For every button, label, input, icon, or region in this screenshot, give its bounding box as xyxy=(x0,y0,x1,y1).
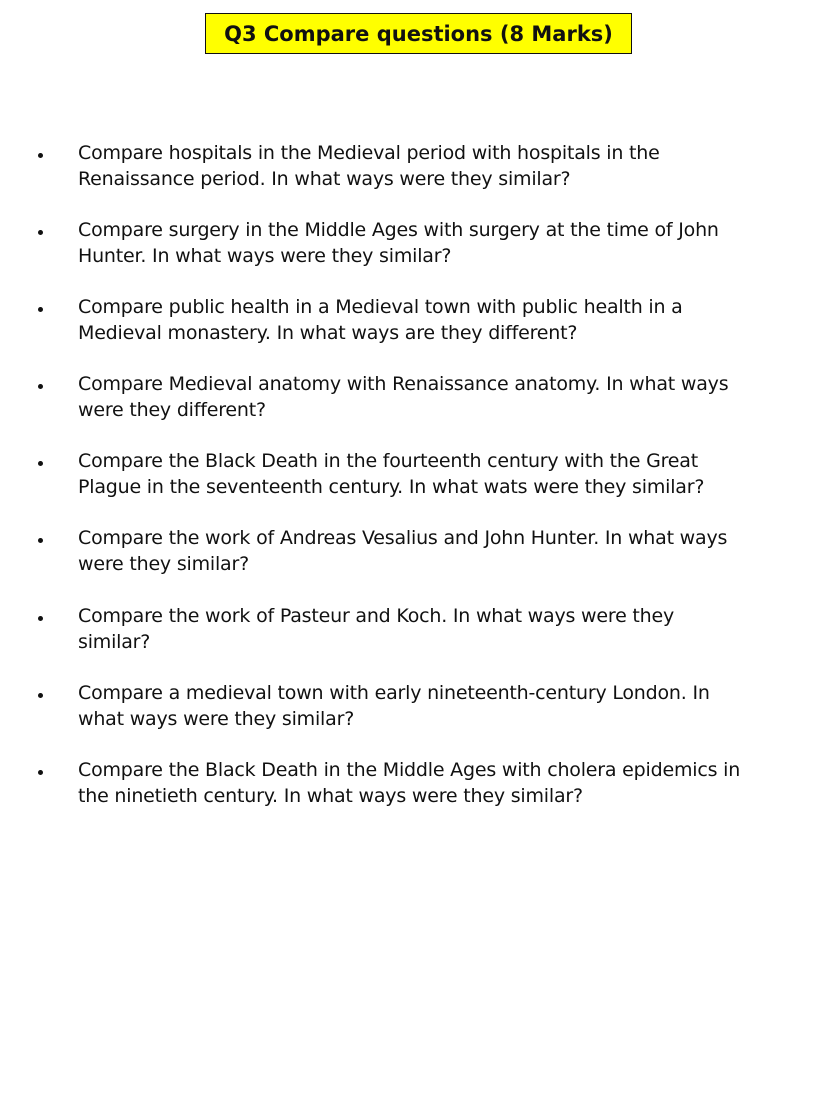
bullet-icon xyxy=(38,153,43,158)
question-text: Compare the work of Andreas Vesalius and John Hunter. In what ways were they similar? xyxy=(78,527,728,575)
bullet-icon xyxy=(38,384,43,389)
question-text: Compare the Black Death in the Middle Ages with cholera epidemics in the ninetieth century. In what ways were they similar? xyxy=(78,759,741,807)
question-text: Compare the Black Death in the fourteenth century with the Great Plague in the seventeenth century. In what wats were they similar? xyxy=(78,450,705,498)
bullet-icon xyxy=(38,693,43,698)
question-item xyxy=(0,757,828,817)
question-text: Compare a medieval town with early nineteenth-century London. In what ways were they similar? xyxy=(78,682,710,730)
question-item xyxy=(0,680,828,740)
question-text: Compare hospitals in the Medieval period with hospitals in the Renaissance period. In what ways were they similar? xyxy=(78,142,660,190)
question-item xyxy=(0,603,828,663)
question-item xyxy=(0,217,828,277)
bullet-icon xyxy=(38,307,43,312)
question-item xyxy=(0,140,828,200)
question-text: Compare surgery in the Middle Ages with surgery at the time of John Hunter. In what ways were they similar? xyxy=(78,219,719,267)
bullet-icon xyxy=(38,616,43,621)
question-item xyxy=(0,294,828,354)
title-banner xyxy=(205,13,632,54)
question-item xyxy=(0,448,828,508)
bullet-icon xyxy=(38,770,43,775)
question-text: Compare the work of Pasteur and Koch. In what ways were they similar? xyxy=(78,605,675,653)
question-text: Compare Medieval anatomy with Renaissance anatomy. In what ways were they different? xyxy=(78,373,729,421)
question-text: Compare public health in a Medieval town with public health in a Medieval monastery. In what ways are they different? xyxy=(78,296,683,344)
question-item xyxy=(0,525,828,585)
bullet-icon xyxy=(38,538,43,543)
page-title: Q3 Compare questions (8 Marks) xyxy=(224,21,613,46)
bullet-icon xyxy=(38,230,43,235)
question-item xyxy=(0,371,828,431)
bullet-icon xyxy=(38,461,43,466)
